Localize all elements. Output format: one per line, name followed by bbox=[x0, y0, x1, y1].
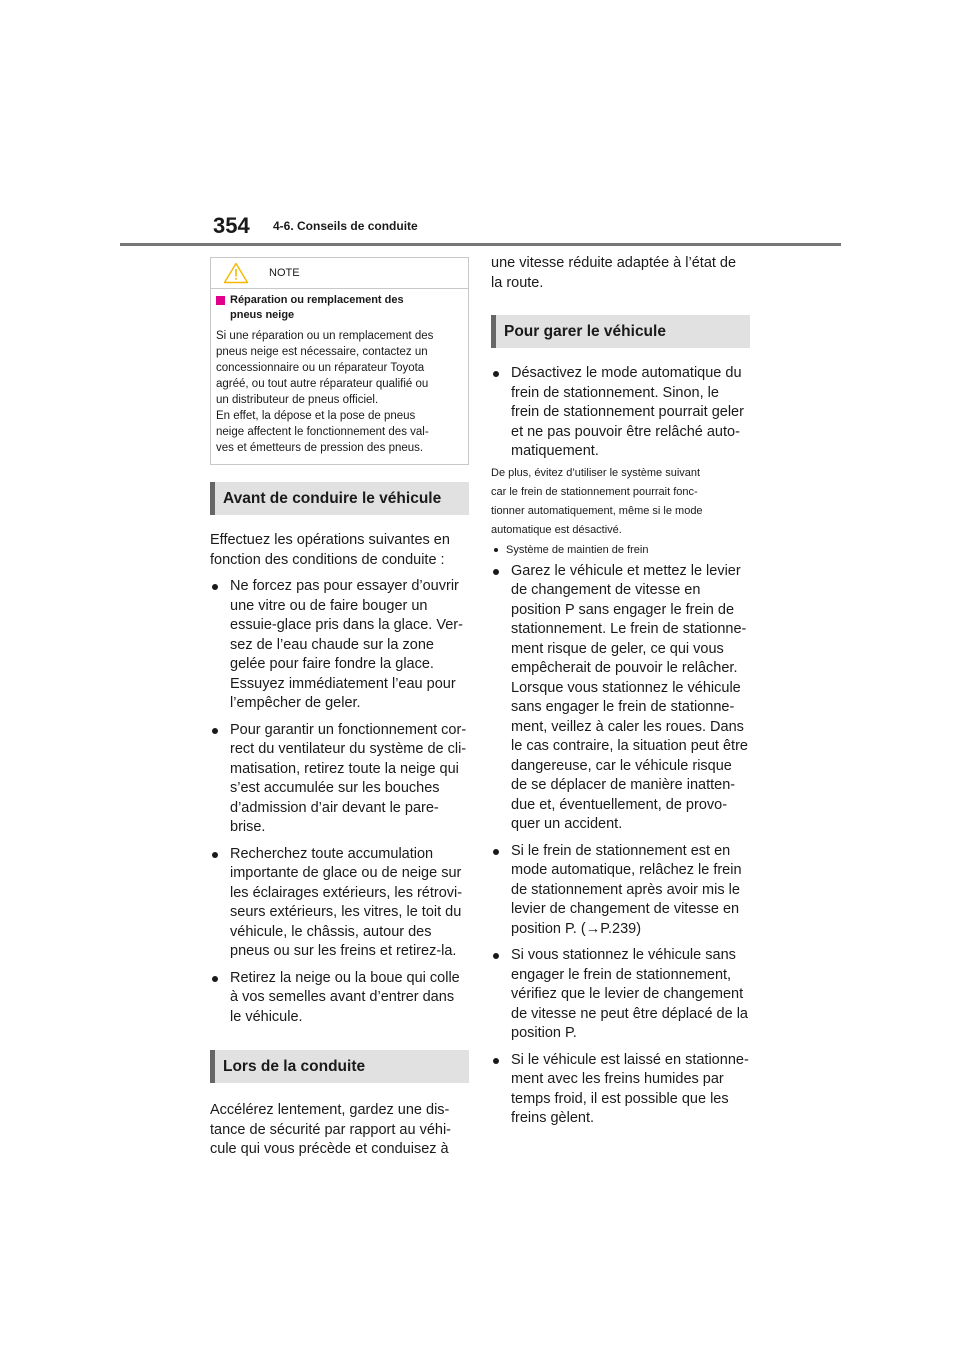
text-line: d’admission d’air devant le pare- bbox=[230, 799, 439, 816]
left-column bbox=[210, 257, 469, 1160]
note-line: concessionnaire ou un réparateur Toyota bbox=[216, 362, 425, 374]
bullet-dot-icon bbox=[212, 584, 218, 590]
text-line: stationnement. Le frein de stationne- bbox=[511, 621, 747, 637]
heading-garer: Pour garer le véhicule bbox=[491, 315, 750, 348]
text-line: Si vous stationnez le véhicule sans bbox=[511, 947, 736, 963]
page-number: 354 bbox=[213, 213, 250, 238]
heading-avant: Avant de conduire le véhicule bbox=[210, 482, 469, 515]
text-line: Accélérez lentement, gardez une dis- bbox=[210, 1102, 450, 1118]
warning-triangle-icon bbox=[223, 262, 249, 284]
text-line: une vitesse réduite adaptée à l’état de bbox=[491, 255, 737, 271]
text-line: quer un accident. bbox=[511, 816, 623, 832]
bullet-dot-icon bbox=[493, 953, 499, 959]
text-line: l’empêcher de geler. bbox=[230, 695, 361, 711]
text-line: rect du ventilateur du système de cli- bbox=[230, 741, 467, 757]
list-item bbox=[491, 562, 750, 835]
text-line: Système de maintien de frein bbox=[506, 543, 649, 556]
section-title: 4-6. Conseils de conduite bbox=[273, 219, 418, 233]
bullet-dot-icon bbox=[212, 852, 218, 858]
text-line: freins gèlent. bbox=[511, 1110, 595, 1126]
note-line: ves et émetteurs de pression des pneus. bbox=[216, 442, 424, 454]
header-rule bbox=[120, 243, 841, 246]
list-item bbox=[491, 842, 750, 940]
text-line: de changement de vitesse en bbox=[511, 582, 701, 598]
heading-lors: Lors de la conduite bbox=[210, 1050, 469, 1083]
text-line: position P. bbox=[511, 1025, 577, 1041]
note-subtitle-line: Réparation ou remplacement des bbox=[230, 294, 404, 306]
text-line: Ne forcez pas pour essayer d’ouvrir bbox=[230, 578, 459, 594]
text-line: vérifiez que le levier de changement bbox=[511, 986, 744, 1002]
lors-text bbox=[210, 1101, 469, 1160]
text-line: tionner automatiquement, même si le mode bbox=[491, 504, 703, 517]
text-line: de stationnement après avoir mis le bbox=[511, 881, 740, 898]
list-item bbox=[210, 721, 469, 838]
list-item bbox=[491, 364, 750, 462]
bullet-dot-icon bbox=[493, 569, 499, 575]
note-subtitle bbox=[216, 293, 463, 323]
text-line: cule qui vous précède et conduisez à bbox=[210, 1141, 449, 1157]
note-label: NOTE bbox=[269, 267, 300, 279]
text-line: Recherchez toute accumulation bbox=[230, 845, 434, 862]
text-line: tance de sécurité par rapport au véhi- bbox=[210, 1121, 451, 1138]
list-item bbox=[210, 969, 469, 1028]
text-line: la route. bbox=[491, 274, 544, 291]
list-item bbox=[491, 1051, 750, 1129]
text-line: et ne pas pouvoir être relâché auto- bbox=[511, 423, 740, 440]
note-line: agréé, ou tout autre réparateur qualifié ou bbox=[216, 378, 429, 390]
text-line: matisation, retirez toute la neige qui bbox=[230, 760, 459, 777]
bullet-dot-icon bbox=[493, 371, 499, 377]
text-line: ment avec les freins humides par bbox=[511, 1071, 724, 1087]
note-line: un distributeur de pneus officiel. bbox=[216, 394, 379, 406]
note-line: Si une réparation ou un remplacement des bbox=[216, 330, 434, 342]
note-box bbox=[210, 257, 469, 465]
note-subtitle-line: pneus neige bbox=[230, 309, 295, 321]
small-bullet-dot-icon bbox=[494, 548, 498, 552]
text-line: de vitesse ne peut être déplacé de la bbox=[511, 1005, 748, 1022]
text-line: ment risque de geler, ce qui vous bbox=[511, 640, 724, 657]
text-line: Pour garantir un fonctionnement cor- bbox=[230, 721, 467, 738]
text-line: temps froid, il est possible que les bbox=[511, 1090, 729, 1107]
small-list-item bbox=[491, 542, 750, 558]
note-header bbox=[211, 258, 468, 289]
note-body bbox=[211, 289, 468, 464]
text-line: de se déplacer de manière inatten- bbox=[511, 777, 736, 793]
text-line: véhicule, le châssis, autour des bbox=[230, 923, 432, 940]
text-line: Désactivez le mode automatique du bbox=[511, 365, 742, 381]
text-line: engager le frein de stationnement, bbox=[511, 966, 732, 983]
text-line: automatique est désactivé. bbox=[491, 523, 622, 536]
text-line: frein de stationnement. Sinon, le bbox=[511, 384, 719, 401]
text-line: seurs extérieurs, les vitres, le toit du bbox=[230, 904, 462, 920]
text-line: Si le véhicule est laissé en stationne- bbox=[511, 1051, 749, 1068]
text-line: Retirez la neige ou la boue qui colle bbox=[230, 969, 460, 986]
text-line: importante de glace ou de neige sur bbox=[230, 865, 462, 881]
bullet-dot-icon bbox=[212, 728, 218, 734]
text-line: brise. bbox=[230, 819, 266, 835]
avant-intro bbox=[210, 531, 469, 570]
text-line: frein de stationnement pourrait geler bbox=[511, 404, 744, 420]
text-line: sez de l’eau chaude sur la zone bbox=[230, 636, 434, 653]
text-line: De plus, évitez d’utiliser le système suivant bbox=[491, 466, 701, 479]
text-line: ment, veillez à caler les roues. Dans bbox=[511, 718, 744, 735]
text-line: les éclairages extérieurs, les rétrovi- bbox=[230, 884, 463, 901]
text-line: une vitre ou de faire bouger un bbox=[230, 597, 428, 614]
text-line: sans engager le frein de stationne- bbox=[511, 699, 735, 715]
text-line: le véhicule. bbox=[230, 1008, 303, 1025]
bullet-dot-icon bbox=[493, 849, 499, 855]
text-line: gelée pour faire fondre la glace. bbox=[230, 656, 434, 672]
text-line: Lorsque vous stationnez le véhicule bbox=[511, 679, 741, 696]
text-line: essuie-glace pris dans la glace. Ver- bbox=[230, 617, 463, 633]
bullet-dot-icon bbox=[493, 1058, 499, 1064]
text-line: dangereuse, car le véhicule risque bbox=[511, 757, 732, 774]
text-line: matiquement. bbox=[511, 443, 599, 459]
note-line: pneus neige est nécessaire, contactez un bbox=[216, 346, 428, 358]
text-line: Effectuez les opérations suivantes en bbox=[210, 532, 450, 548]
text-line: empêcherait de pouvoir le relâcher. bbox=[511, 660, 738, 676]
bullet-dot-icon bbox=[212, 976, 218, 982]
text-line: due et, éventuellement, de provo- bbox=[511, 796, 728, 813]
text-line: mode automatique, relâchez le frein bbox=[511, 862, 742, 878]
text-line: s’est accumulée sur les bouches bbox=[230, 780, 440, 796]
text-line: Si le frein de stationnement est en bbox=[511, 842, 731, 859]
text-line: à vos semelles avant d’entrer dans bbox=[230, 989, 455, 1005]
text-line: car le frein de stationnement pourrait fonc- bbox=[491, 485, 698, 498]
text-line: Garez le véhicule et mettez le levier bbox=[511, 562, 741, 579]
text-line: pneus ou sur les freins et retirez-la. bbox=[230, 943, 457, 959]
text-line: fonction des conditions de conduite : bbox=[210, 551, 445, 568]
list-item bbox=[210, 845, 469, 962]
text-line: le cas contraire, la situation peut être bbox=[511, 738, 748, 754]
note-line: En effet, la dépose et la pose de pneus bbox=[216, 410, 416, 422]
text-line: position P sans engager le frein de bbox=[511, 601, 735, 618]
list-item bbox=[210, 577, 469, 714]
note-text bbox=[216, 328, 463, 456]
right-column bbox=[491, 254, 750, 1129]
list-item bbox=[491, 946, 750, 1044]
text-line: Essuyez immédiatement l’eau pour bbox=[230, 675, 456, 692]
text-line: levier de changement de vitesse en bbox=[511, 901, 740, 917]
note-line: neige affectent le fonctionnement des val- bbox=[216, 426, 429, 438]
text-line: position P. (→P.239) bbox=[511, 920, 642, 937]
garer-note bbox=[491, 464, 750, 540]
lors-continuation bbox=[491, 254, 750, 293]
square-bullet-icon bbox=[216, 296, 225, 305]
